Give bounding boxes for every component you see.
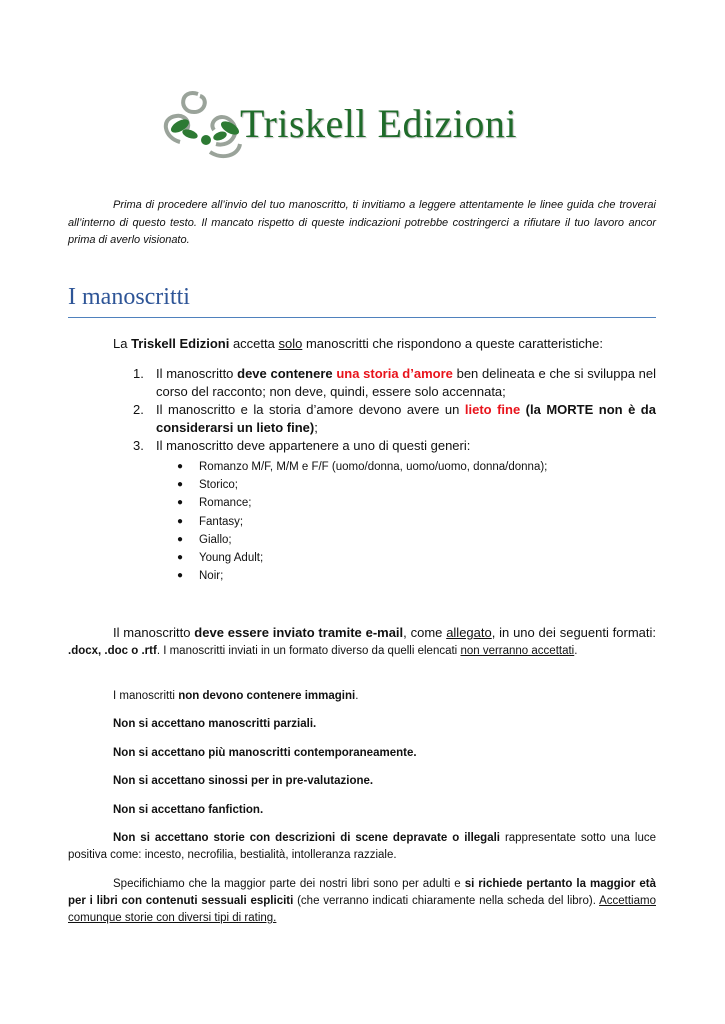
lead-sentence: [113, 336, 603, 351]
para-underline: Accettiamo comunque storie con diversi tipi di rating.: [68, 895, 656, 924]
genre-label: Giallo;: [199, 533, 232, 546]
para-text: , in uno dei seguenti formati:: [491, 625, 657, 640]
list-item-3: [133, 437, 656, 455]
triskelion-icon: [150, 82, 250, 162]
bullet-icon: ●: [177, 461, 184, 472]
list-text: Il manoscritto e la storia d’amore devono avere un: [156, 402, 465, 417]
list-number: 2.: [133, 402, 144, 417]
rule-fanfiction: [68, 802, 656, 819]
rule-images: [68, 688, 656, 705]
para-text: .: [355, 690, 359, 702]
lead-brand: Triskell Edizioni: [131, 336, 230, 351]
rule-synopsis: [68, 773, 656, 790]
list-bold: (la MORTE non è da considerarsi un lieto fine): [156, 402, 656, 435]
lead-solo: solo: [278, 336, 303, 351]
logo-wordmark: Triskell Edizioni: [240, 101, 518, 146]
list-text: ben delineata e che si sviluppa nel corso del racconto; non deve, quindi, essere solo accennata;: [156, 366, 656, 399]
rule-text: Non si accettano fanfiction.: [113, 804, 264, 816]
bullet-icon: ●: [177, 552, 184, 564]
rule-depraved: [68, 830, 656, 864]
bullet-icon: ●: [177, 515, 184, 527]
para-bold: Non si accettano storie con descrizioni di scene depravate o illegali: [113, 832, 500, 844]
para-text: Il manoscritto: [113, 625, 195, 640]
bullet-icon: ●: [177, 533, 184, 545]
genre-item: [177, 531, 547, 549]
requirements-list: [133, 365, 656, 455]
para-underline: allegato: [446, 625, 492, 640]
list-item-2: [133, 401, 656, 437]
list-number: 1.: [133, 366, 144, 381]
genre-item: [177, 458, 547, 476]
intro-text: Prima di procedere all’invio del tuo manoscritto, ti invitiamo a leggere attentamente le linee guida che troverai all’interno di questo testo. Il mancato rispetto di queste indicazioni potrebbe costringerci a rifiutare il tuo lavoro ancor prima di averlo visionato.: [68, 199, 656, 246]
genre-label: Storico;: [199, 479, 238, 492]
genre-label: Young Adult;: [199, 552, 264, 565]
genre-item: [177, 549, 547, 567]
formats-list: .docx, .doc o .rtf: [68, 645, 157, 657]
triskell-logo: [150, 82, 550, 162]
rule-text: Non si accettano sinossi per in pre-valutazione.: [113, 775, 374, 787]
adult-paragraph: [68, 876, 656, 927]
para-text: I manoscritti: [113, 690, 179, 702]
lead-post: manoscritti che rispondono a queste caratteristiche:: [302, 336, 603, 351]
rule-simultaneous: [68, 745, 656, 762]
lead-mid: accetta: [229, 336, 279, 351]
heading-rule: [68, 317, 656, 318]
para-text: .: [574, 645, 578, 657]
genre-label: Romanzo M/F, M/M e F/F (uomo/donna, uomo/uomo, donna/donna);: [199, 461, 548, 473]
list-bold: deve contenere: [237, 366, 337, 381]
rule-partial: [68, 716, 656, 733]
genre-item: [177, 476, 547, 494]
list-number: 3.: [133, 438, 144, 453]
list-item-1: [133, 365, 656, 401]
para-underline: non verranno accettati: [460, 645, 575, 657]
intro-paragraph: [68, 197, 656, 250]
para-text: (che verranno indicati chiaramente nella scheda del libro).: [293, 895, 600, 907]
genre-item: [177, 513, 547, 531]
bullet-icon: ●: [177, 570, 184, 582]
rule-text: Non si accettano manoscritti parziali.: [113, 718, 317, 730]
section-title: I manoscritti: [68, 284, 190, 310]
para-bold: deve essere inviato tramite e-mail: [194, 625, 404, 640]
para-bold: si richiede pertanto la maggior età per i libri con contenuti sessuali espliciti: [68, 878, 656, 907]
genre-item: [177, 567, 547, 585]
rule-text: Non si accettano più manoscritti contemporaneamente.: [113, 747, 417, 759]
bullet-icon: ●: [177, 479, 184, 491]
genre-label: Romance;: [199, 497, 252, 510]
list-text: Il manoscritto: [156, 366, 238, 381]
format-paragraph: [68, 624, 656, 660]
genre-label: Noir;: [199, 570, 224, 583]
bullet-icon: ●: [177, 497, 184, 509]
genre-item: [177, 494, 547, 512]
para-text: Specifichiamo che la maggior parte dei nostri libri sono per adulti e: [113, 878, 465, 890]
para-text: , come: [403, 625, 447, 640]
para-bold: non devono contenere immagini: [178, 690, 356, 702]
genre-label: Fantasy;: [199, 515, 244, 528]
lead-pre: La: [113, 336, 132, 351]
para-text: rappresentate sotto una luce positiva come: incesto, necrofilia, bestialità, intolleranza razziale.: [68, 832, 656, 861]
list-text: Il manoscritto deve appartenere a uno di questi generi:: [156, 438, 471, 453]
list-red: una storia d’amore: [336, 366, 453, 381]
genres-list: [177, 458, 547, 585]
list-red: lieto fine: [464, 402, 521, 417]
list-text: ;: [314, 420, 318, 435]
para-text: . I manoscritti inviati in un formato diverso da quelli elencati: [156, 645, 461, 657]
